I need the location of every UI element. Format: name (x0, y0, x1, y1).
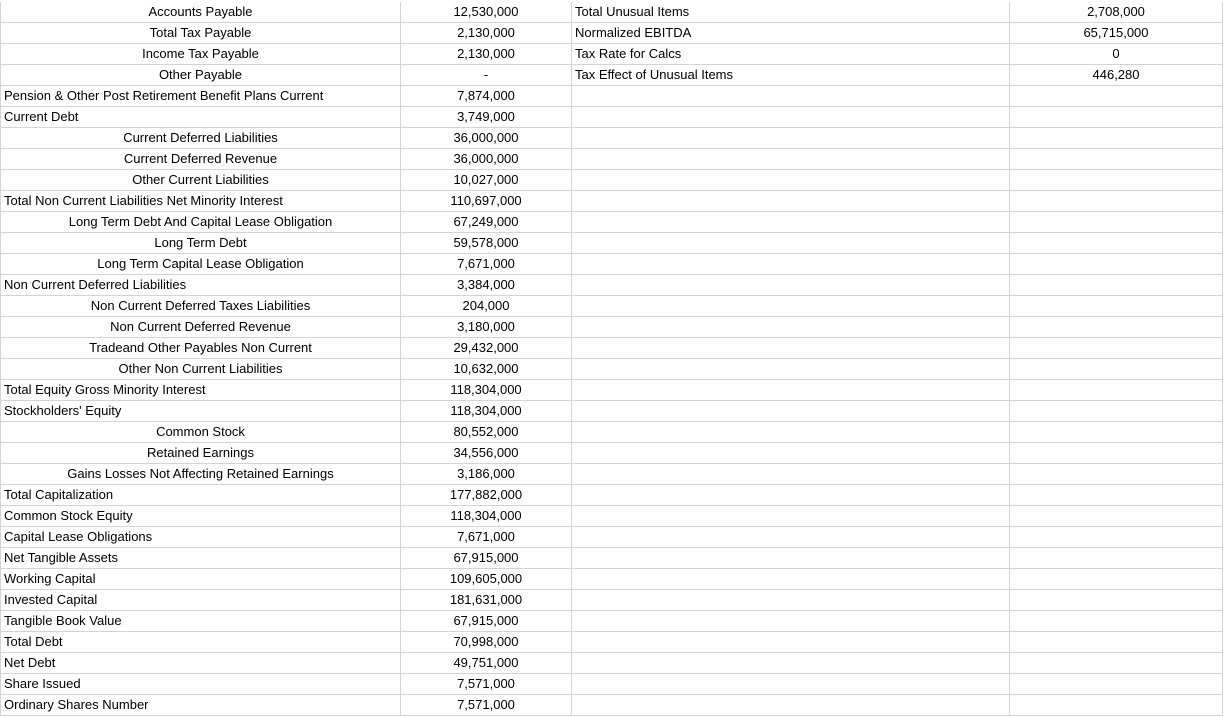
table-row (0, 590, 1225, 611)
table-row (0, 233, 1225, 254)
cell-label[interactable]: Pension & Other Post Retirement Benefit Plans Current (0, 86, 401, 107)
table-row (0, 107, 1225, 128)
cell-value-secondary[interactable] (1010, 212, 1223, 233)
cell-value-secondary[interactable] (1010, 590, 1223, 611)
cell-value-secondary[interactable] (1010, 317, 1223, 338)
cell-label-secondary[interactable] (572, 401, 1010, 422)
cell-label[interactable]: Total Equity Gross Minority Interest (0, 380, 401, 401)
cell-label[interactable]: Long Term Debt And Capital Lease Obligation (0, 212, 401, 233)
cell-label-secondary[interactable]: Total Unusual Items (572, 2, 1010, 23)
cell-value-secondary[interactable] (1010, 653, 1223, 674)
cell-value-secondary[interactable] (1010, 611, 1223, 632)
cell-value[interactable]: 2,130,000 (401, 23, 572, 44)
table-row (0, 254, 1225, 275)
table-row (0, 317, 1225, 338)
table-row (0, 632, 1225, 653)
table-row (0, 695, 1225, 716)
cell-label[interactable]: Invested Capital (0, 590, 401, 611)
cell-label-secondary[interactable] (572, 443, 1010, 464)
table-row (0, 443, 1225, 464)
cell-label-secondary[interactable] (572, 527, 1010, 548)
cell-value-secondary[interactable] (1010, 296, 1223, 317)
cell-value-secondary[interactable] (1010, 338, 1223, 359)
cell-label-secondary[interactable] (572, 233, 1010, 254)
table-row (0, 674, 1225, 695)
cell-label[interactable]: Tradeand Other Payables Non Current (0, 338, 401, 359)
table-row (0, 653, 1225, 674)
cell-value[interactable]: 3,384,000 (401, 275, 572, 296)
cell-label-secondary[interactable] (572, 485, 1010, 506)
cell-value[interactable]: 49,751,000 (401, 653, 572, 674)
table-row (0, 527, 1225, 548)
cell-value[interactable]: 118,304,000 (401, 506, 572, 527)
cell-value[interactable]: 10,632,000 (401, 359, 572, 380)
cell-label-secondary[interactable] (572, 359, 1010, 380)
cell-label[interactable]: Gains Losses Not Affecting Retained Earnings (0, 464, 401, 485)
table-row (0, 569, 1225, 590)
cell-value-secondary[interactable] (1010, 191, 1223, 212)
cell-value[interactable]: 36,000,000 (401, 149, 572, 170)
cell-label[interactable]: Working Capital (0, 569, 401, 590)
cell-value-secondary[interactable] (1010, 506, 1223, 527)
cell-label[interactable]: Other Payable (0, 65, 401, 86)
cell-value-secondary[interactable] (1010, 485, 1223, 506)
cell-value-secondary[interactable] (1010, 275, 1223, 296)
cell-label[interactable]: Current Deferred Revenue (0, 149, 401, 170)
cell-label-secondary[interactable]: Tax Effect of Unusual Items (572, 65, 1010, 86)
cell-label-secondary[interactable] (572, 86, 1010, 107)
table-row (0, 296, 1225, 317)
cell-value[interactable]: 7,874,000 (401, 86, 572, 107)
cell-value[interactable]: 36,000,000 (401, 128, 572, 149)
table-row (0, 506, 1225, 527)
cell-value[interactable]: 204,000 (401, 296, 572, 317)
cell-label[interactable]: Current Debt (0, 107, 401, 128)
cell-label[interactable]: Long Term Debt (0, 233, 401, 254)
cell-value-secondary[interactable] (1010, 128, 1223, 149)
cell-label-secondary[interactable] (572, 548, 1010, 569)
cell-label-secondary[interactable] (572, 254, 1010, 275)
cell-label-secondary[interactable] (572, 569, 1010, 590)
cell-value-secondary[interactable] (1010, 443, 1223, 464)
cell-label[interactable]: Common Stock (0, 422, 401, 443)
cell-value[interactable]: 110,697,000 (401, 191, 572, 212)
cell-value[interactable]: 59,578,000 (401, 233, 572, 254)
table-row (0, 149, 1225, 170)
cell-value-secondary[interactable] (1010, 632, 1223, 653)
cell-label[interactable]: Share Issued (0, 674, 401, 695)
table-row (0, 485, 1225, 506)
cell-value[interactable]: 7,671,000 (401, 254, 572, 275)
cell-label[interactable]: Other Current Liabilities (0, 170, 401, 191)
cell-label[interactable]: Current Deferred Liabilities (0, 128, 401, 149)
cell-value[interactable]: 3,186,000 (401, 464, 572, 485)
table-row (0, 128, 1225, 149)
cell-label-secondary[interactable] (572, 422, 1010, 443)
table-row (0, 380, 1225, 401)
table-row (0, 191, 1225, 212)
cell-label-secondary[interactable] (572, 212, 1010, 233)
cell-label[interactable]: Total Non Current Liabilities Net Minority Interest (0, 191, 401, 212)
cell-value[interactable]: 118,304,000 (401, 401, 572, 422)
cell-label[interactable]: Net Tangible Assets (0, 548, 401, 569)
cell-value-secondary[interactable]: 0 (1010, 44, 1223, 65)
cell-label-secondary[interactable] (572, 590, 1010, 611)
cell-value[interactable]: 29,432,000 (401, 338, 572, 359)
cell-value[interactable]: 177,882,000 (401, 485, 572, 506)
cell-label[interactable]: Income Tax Payable (0, 44, 401, 65)
cell-value-secondary[interactable] (1010, 695, 1223, 716)
table-row (0, 275, 1225, 296)
cell-value[interactable]: 118,304,000 (401, 380, 572, 401)
cell-label-secondary[interactable] (572, 275, 1010, 296)
cell-label[interactable]: Long Term Capital Lease Obligation (0, 254, 401, 275)
table-row (0, 464, 1225, 485)
table-row (0, 422, 1225, 443)
cell-label[interactable]: Non Current Deferred Taxes Liabilities (0, 296, 401, 317)
cell-label-secondary[interactable] (572, 107, 1010, 128)
table-row (0, 548, 1225, 569)
cell-value[interactable]: 7,571,000 (401, 674, 572, 695)
cell-label-secondary[interactable] (572, 632, 1010, 653)
cell-value[interactable]: 7,671,000 (401, 527, 572, 548)
cell-value[interactable]: 70,998,000 (401, 632, 572, 653)
spreadsheet-grid (0, 2, 1225, 716)
cell-label-secondary[interactable] (572, 611, 1010, 632)
cell-label-secondary[interactable] (572, 380, 1010, 401)
cell-value-secondary[interactable] (1010, 86, 1223, 107)
cell-label[interactable]: Tangible Book Value (0, 611, 401, 632)
cell-value-secondary[interactable] (1010, 548, 1223, 569)
cell-value-secondary[interactable] (1010, 254, 1223, 275)
cell-label[interactable]: Stockholders' Equity (0, 401, 401, 422)
cell-value[interactable]: 34,556,000 (401, 443, 572, 464)
cell-value-secondary[interactable]: 65,715,000 (1010, 23, 1223, 44)
cell-value[interactable]: 181,631,000 (401, 590, 572, 611)
cell-label-secondary[interactable] (572, 674, 1010, 695)
table-row (0, 611, 1225, 632)
cell-value-secondary[interactable] (1010, 107, 1223, 128)
cell-value[interactable]: 67,249,000 (401, 212, 572, 233)
cell-label-secondary[interactable] (572, 653, 1010, 674)
cell-value-secondary[interactable]: 2,708,000 (1010, 2, 1223, 23)
cell-value-secondary[interactable] (1010, 359, 1223, 380)
cell-label-secondary[interactable]: Tax Rate for Calcs (572, 44, 1010, 65)
table-row (0, 65, 1225, 86)
cell-value[interactable]: 3,749,000 (401, 107, 572, 128)
cell-value[interactable]: 67,915,000 (401, 548, 572, 569)
table-row (0, 44, 1225, 65)
cell-value[interactable]: 7,571,000 (401, 695, 572, 716)
table-row (0, 212, 1225, 233)
cell-label[interactable]: Retained Earnings (0, 443, 401, 464)
cell-label[interactable]: Non Current Deferred Revenue (0, 317, 401, 338)
cell-value-secondary[interactable] (1010, 422, 1223, 443)
cell-label-secondary[interactable] (572, 170, 1010, 191)
cell-label[interactable]: Total Tax Payable (0, 23, 401, 44)
cell-value-secondary[interactable]: 446,280 (1010, 65, 1223, 86)
cell-value-secondary[interactable] (1010, 569, 1223, 590)
table-row (0, 359, 1225, 380)
cell-value-secondary[interactable] (1010, 674, 1223, 695)
cell-label-secondary[interactable] (572, 149, 1010, 170)
cell-label[interactable]: Accounts Payable (0, 2, 401, 23)
cell-label[interactable]: Other Non Current Liabilities (0, 359, 401, 380)
cell-value-secondary[interactable] (1010, 170, 1223, 191)
cell-value[interactable]: 2,130,000 (401, 44, 572, 65)
cell-value-secondary[interactable] (1010, 380, 1223, 401)
table-row (0, 2, 1225, 23)
table-row (0, 401, 1225, 422)
cell-label-secondary[interactable] (572, 191, 1010, 212)
cell-label-secondary[interactable] (572, 296, 1010, 317)
cell-label[interactable]: Total Capitalization (0, 485, 401, 506)
cell-label[interactable]: Net Debt (0, 653, 401, 674)
table-row (0, 86, 1225, 107)
cell-value-secondary[interactable] (1010, 527, 1223, 548)
cell-value[interactable]: 12,530,000 (401, 2, 572, 23)
cell-label-secondary[interactable] (572, 464, 1010, 485)
cell-label-secondary[interactable]: Normalized EBITDA (572, 23, 1010, 44)
table-row (0, 338, 1225, 359)
cell-label-secondary[interactable] (572, 128, 1010, 149)
table-row (0, 23, 1225, 44)
cell-value[interactable]: 109,605,000 (401, 569, 572, 590)
cell-label-secondary[interactable] (572, 506, 1010, 527)
cell-label-secondary[interactable] (572, 338, 1010, 359)
cell-label[interactable]: Capital Lease Obligations (0, 527, 401, 548)
cell-label-secondary[interactable] (572, 695, 1010, 716)
cell-label[interactable]: Common Stock Equity (0, 506, 401, 527)
cell-value[interactable]: - (401, 65, 572, 86)
cell-value[interactable]: 67,915,000 (401, 611, 572, 632)
cell-label[interactable]: Total Debt (0, 632, 401, 653)
cell-label[interactable]: Non Current Deferred Liabilities (0, 275, 401, 296)
table-row (0, 170, 1225, 191)
cell-value[interactable]: 80,552,000 (401, 422, 572, 443)
cell-label[interactable]: Ordinary Shares Number (0, 695, 401, 716)
cell-value-secondary[interactable] (1010, 401, 1223, 422)
cell-value-secondary[interactable] (1010, 464, 1223, 485)
cell-value-secondary[interactable] (1010, 149, 1223, 170)
cell-value-secondary[interactable] (1010, 233, 1223, 254)
cell-label-secondary[interactable] (572, 317, 1010, 338)
cell-value[interactable]: 3,180,000 (401, 317, 572, 338)
cell-value[interactable]: 10,027,000 (401, 170, 572, 191)
